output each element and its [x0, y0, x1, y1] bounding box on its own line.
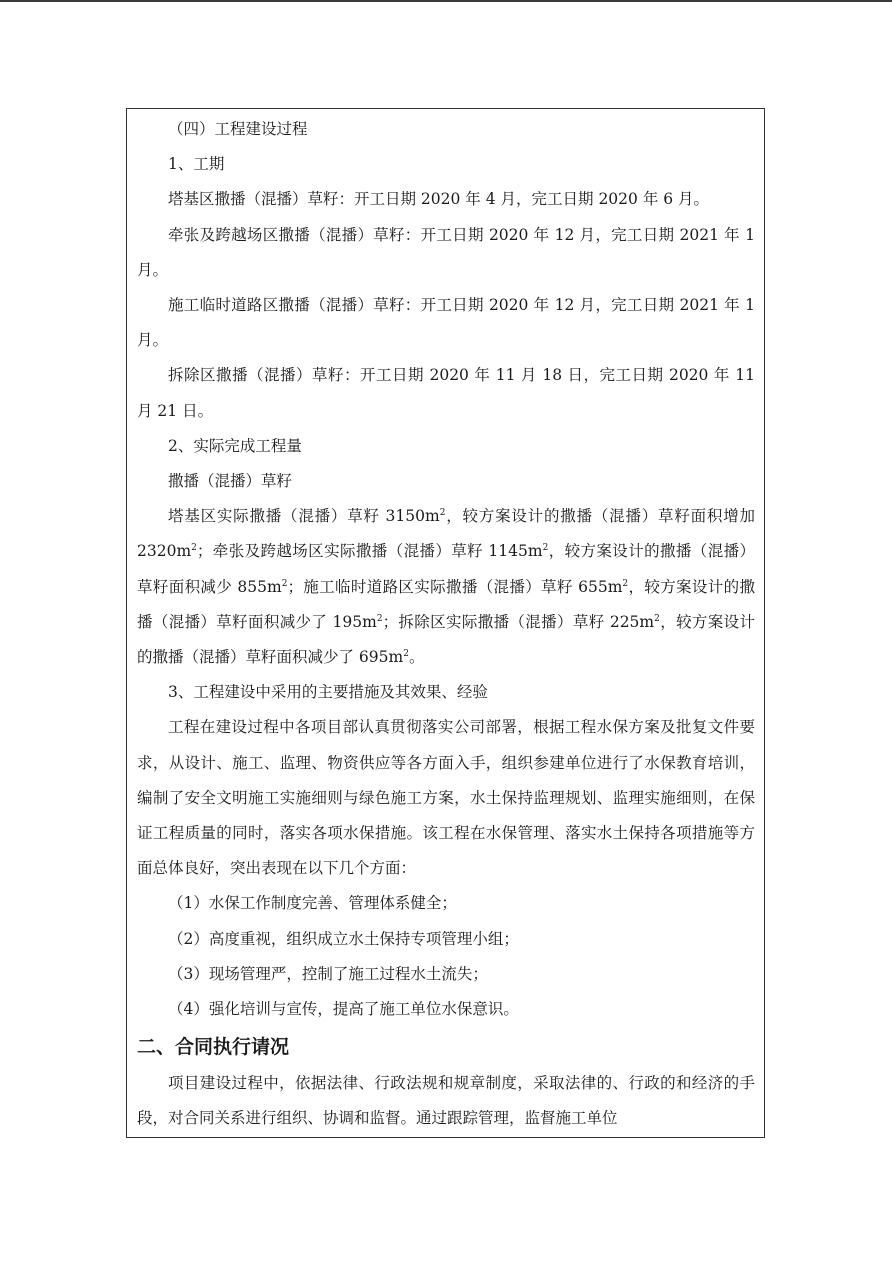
subsection-title-quantities: 2、实际完成工程量 [168, 436, 302, 455]
superscript: 2 [403, 648, 409, 659]
superscript: 2 [191, 543, 197, 554]
quantities-subtitle: 撒播（混播）草籽 [168, 472, 293, 491]
section-heading-construction-process: （四）工程建设过程 [168, 120, 308, 138]
quantities-paragraph [137, 499, 755, 675]
quantities-text: ，较方案设计的撒播（混播）草籽面积增加 2320m [137, 507, 755, 561]
contract-execution-paragraph: 项目建设过程中，依据法律、行政法规和规章制度，采取法律的、行政的和经济的手段，对合同关系进行组织、协调和监督。通过跟踪管理，监督施工单位 [137, 1074, 755, 1128]
superscript: 2 [622, 578, 629, 589]
report-frame [126, 108, 765, 1138]
page-top-rule [0, 0, 892, 2]
superscript: 2 [542, 543, 549, 554]
measure-item: （2）高度重视，组织成立水土保持专项管理小组； [168, 929, 519, 948]
quantities-text: ，较方案设计的撒播（混播）草籽面积减少了 195m [137, 577, 755, 631]
quantities-text: ，较方案设计的撒播（混播）草籽面积减少 855m [137, 542, 755, 596]
subsection-title-schedule: 1、工期 [168, 155, 225, 174]
quantities-text: ；施工临时道路区实际撒播（混播）草籽 655m [287, 577, 623, 596]
measure-item: （1）水保工作制度完善、管理体系健全； [168, 894, 457, 913]
measure-item: （3）现场管理严，控制了施工过程水土流失； [168, 964, 488, 983]
quantities-text: ；牵张及跨越场区实际撒播（混播）草籽 1145m [196, 542, 543, 561]
section-heading-contract-execution: 二、合同执行请况 [137, 1036, 290, 1059]
schedule-tension-area: 牵张及跨越场区撒播（混播）草籽：开工日期 2020 年 12 月，完工日期 2021 年 1 月。 [137, 225, 755, 279]
superscript: 2 [654, 613, 660, 624]
quantities-text: ；拆除区实际撒播（混播）草籽 225m [382, 612, 655, 631]
schedule-tower-area: 塔基区撒播（混播）草籽：开工日期 2020 年 4 月，完工日期 2020 年 6 月。 [168, 190, 710, 209]
quantities-text: 。 [408, 648, 425, 667]
schedule-demolition-area: 拆除区撒播（混播）草籽：开工日期 2020 年 11 月 18 日，完工日期 2020 年 11 月 21 日。 [137, 366, 755, 420]
superscript: 2 [439, 508, 446, 519]
superscript: 2 [376, 613, 383, 624]
measure-item: （4）强化培训与宣传，提高了施工单位水保意识。 [168, 1000, 519, 1019]
schedule-temp-road-area: 施工临时道路区撒播（混播）草籽：开工日期 2020 年 12 月，完工日期 2021 年 1 月。 [137, 296, 755, 350]
subsection-title-measures: 3、工程建设中采用的主要措施及其效果、经验 [168, 683, 488, 702]
measures-paragraph: 工程在建设过程中各项目部认真贯彻落实公司部署，根据工程水保方案及批复文件要求，从设计、施工、监理、物资供应等各方面入手，组织参建单位进行了水保教育培训，编制了安全文明施工实施细则与绿色施工方案，水土保持监理规划、监理实施细则，在保证工程质量的同时，落实各项水保措施。该工程在水保管理、落实水土保持各项措施等方面总体良好，突出表现在以下几个方面： [137, 718, 755, 878]
superscript: 2 [281, 578, 288, 589]
quantities-text: 塔基区实际撒播（混播）草籽 3150m [168, 507, 440, 526]
quantities-text: ，较方案设计的撒播（混播）草籽面积减少了 695m [137, 612, 755, 667]
report-content [137, 112, 755, 1137]
